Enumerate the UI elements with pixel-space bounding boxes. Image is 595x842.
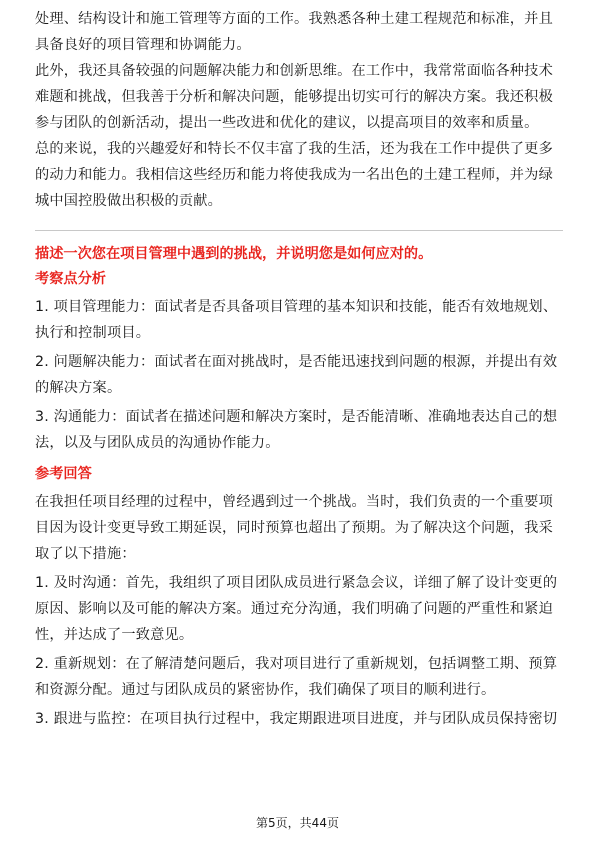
answer-item: [35, 651, 563, 703]
text-line: 取了以下措施：: [35, 546, 136, 562]
answer-title: 参考回答: [35, 466, 92, 482]
text-line: 的解决方案。: [35, 380, 122, 396]
analysis-list: [35, 294, 563, 456]
text-line: 3. 跟进与监控：在项目执行过程中，我定期跟进项目进度，并与团队成员保持密切: [35, 711, 558, 727]
text-line: 处理、结构设计和施工管理等方面的工作。我熟悉各种土建工程规范和标准，并且: [35, 11, 553, 27]
answer-item: [35, 706, 563, 732]
text-line: 法，以及与团队成员的沟通协作能力。: [35, 435, 280, 451]
document-body: [35, 6, 563, 732]
text-line: 在我担任项目经理的过程中，曾经遇到过一个挑战。当时，我们负责的一个重要项: [35, 494, 553, 510]
section-divider: [35, 230, 563, 231]
text-line: 原因、影响以及可能的解决方案。通过充分沟通，我们明确了问题的严重性和紧迫: [35, 601, 553, 617]
analysis-item: [35, 349, 563, 401]
text-line: 1. 及时沟通：首先，我组织了项目团队成员进行紧急会议，详细了解了设计变更的: [35, 575, 558, 591]
question-heading: 描述一次您在项目管理中遇到的挑战，并说明您是如何应对的。: [35, 246, 433, 262]
page-number: 第5页，共44页: [256, 816, 339, 830]
text-line: 的动力和能力。我相信这些经历和能力将使我成为一名出色的土建工程师，并为绿: [35, 167, 553, 183]
analysis-item: [35, 294, 563, 346]
intro-paragraph: [35, 58, 563, 136]
text-line: 和资源分配。通过与团队成员的紧密协作，我们确保了项目的顺利进行。: [35, 682, 496, 698]
answer-item: [35, 570, 563, 648]
intro-paragraph: [35, 6, 563, 58]
text-line: 此外，我还具备较强的问题解决能力和创新思维。在工作中，我常常面临各种技术: [35, 63, 553, 79]
text-line: 3. 沟通能力：面试者在描述问题和解决方案时，是否能清晰、准确地表达自己的想: [35, 409, 558, 425]
text-line: 具备良好的项目管理和协调能力。: [35, 37, 251, 53]
answer-item: [35, 489, 563, 567]
text-line: 目因为设计变更导致工期延误，同时预算也超出了预期。为了解决这个问题，我采: [35, 520, 553, 536]
answer-list: [35, 489, 563, 732]
text-line: 总的来说，我的兴趣爱好和特长不仅丰富了我的生活，还为我在工作中提供了更多: [35, 141, 553, 157]
intro-section: [35, 6, 563, 214]
text-line: 性，并达成了一致意见。: [35, 627, 194, 643]
text-line: 难题和挑战，但我善于分析和解决问题，能够提出切实可行的解决方案。我还积极: [35, 89, 553, 105]
text-line: 1. 项目管理能力：面试者是否具备项目管理的基本知识和技能，能否有效地规划、: [35, 299, 558, 315]
text-line: 执行和控制项目。: [35, 325, 151, 341]
analysis-item: [35, 404, 563, 456]
text-line: 参与团队的创新活动，提出一些改进和优化的建议，以提高项目的效率和质量。: [35, 115, 539, 131]
analysis-title: 考察点分析: [35, 271, 106, 287]
text-line: 2. 重新规划：在了解清楚问题后，我对项目进行了重新规划，包括调整工期、预算: [35, 656, 558, 672]
intro-paragraph: [35, 136, 563, 214]
text-line: 城中国控股做出积极的贡献。: [35, 193, 223, 209]
text-line: 2. 问题解决能力：面试者在面对挑战时，是否能迅速找到问题的根源，并提出有效: [35, 354, 558, 370]
